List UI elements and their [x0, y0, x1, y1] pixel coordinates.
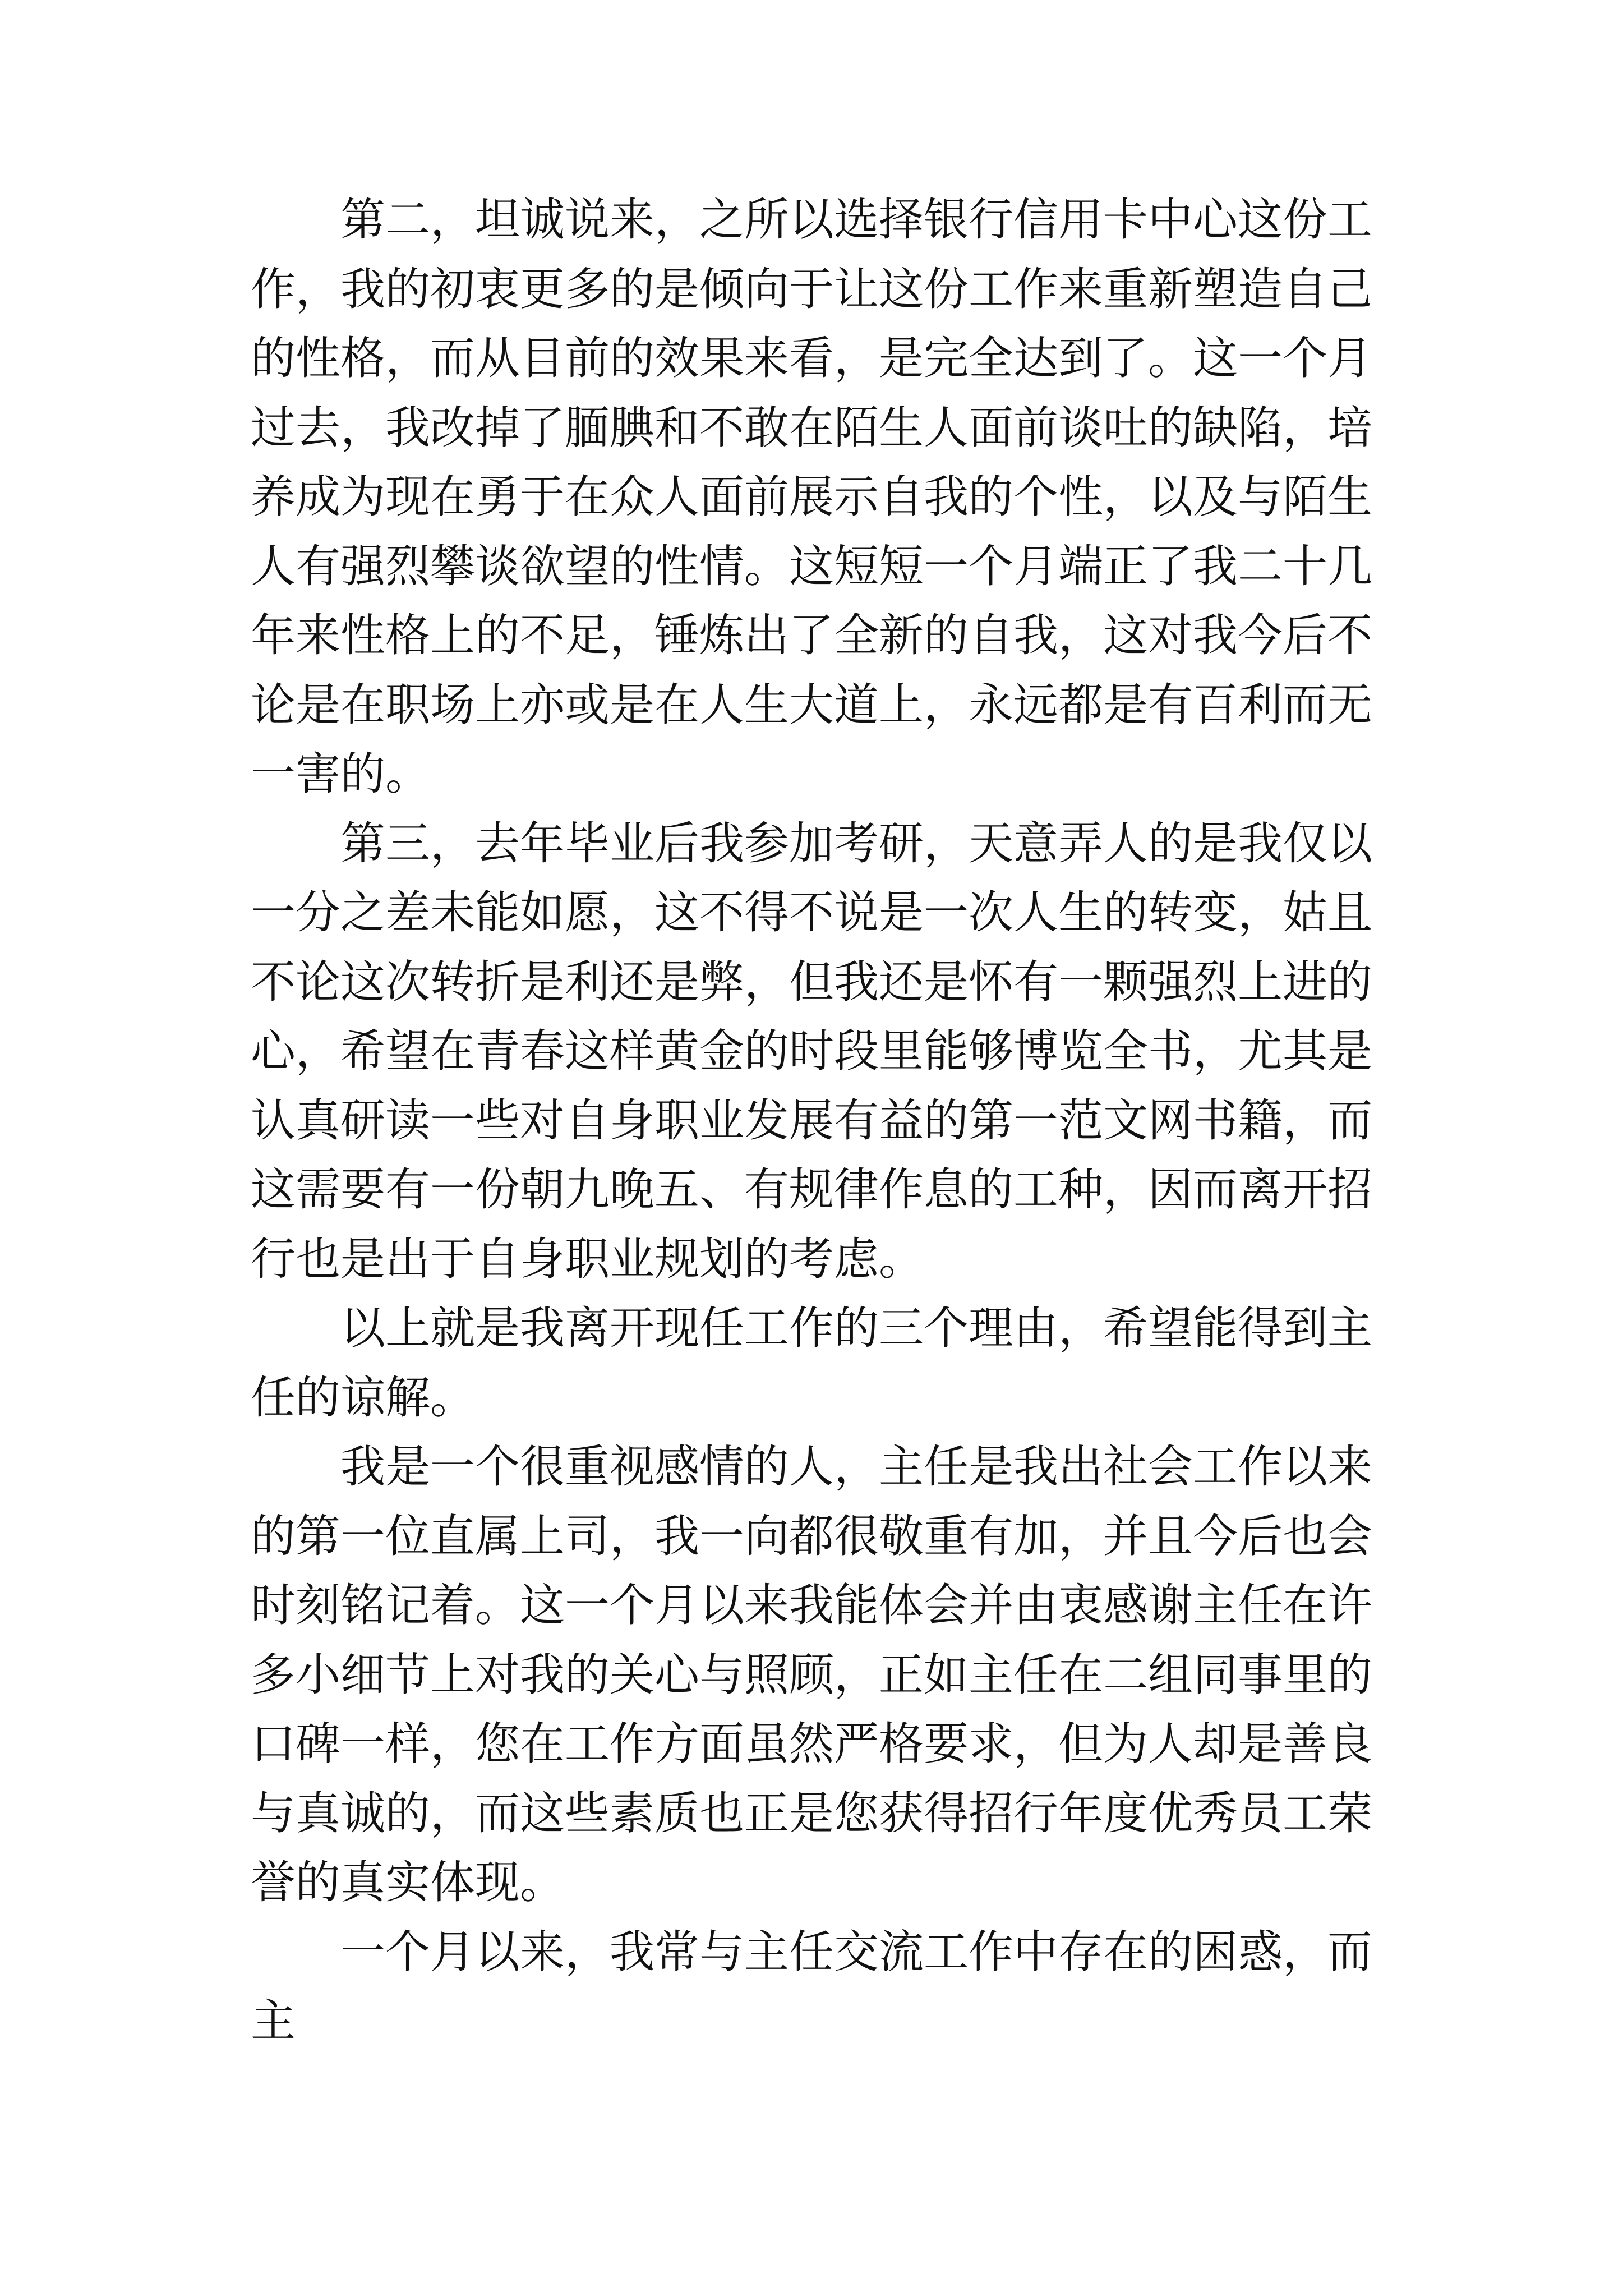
document-body	[251, 185, 1372, 2056]
paragraph-third-reason: 第三，去年毕业后我参加考研，天意弄人的是我仅以一分之差未能如愿，这不得不说是一次人生的转变，姑且不论这次转折是利还是弊，但我还是怀有一颗强烈上进的心，希望在青春这样黄金的时段里能够博览全书，尤其是认真研读一些对自身职业发展有益的第一范文网书籍，而这需要有一份朝九晚五、有规律作息的工种，因而离开招行也是出于自身职业规划的考虑。	[251, 817, 1372, 1285]
paragraph-summary: 以上就是我离开现任工作的三个理由，希望能得到主任的谅解。	[251, 1302, 1372, 1424]
paragraph-second-reason: 第二，坦诚说来，之所以选择银行信用卡中心这份工作，我的初衷更多的是倾向于让这份工作来重新塑造自己的性格，而从目前的效果来看，是完全达到了。这一个月过去，我改掉了腼腆和不敢在陌生人面前谈吐的缺陷，培养成为现在勇于在众人面前展示自我的个性，以及与陌生人有强烈攀谈欲望的性情。这短短一个月端正了我二十几年来性格上的不足，锤炼出了全新的自我，这对我今后不论是在职场上亦或是在人生大道上，永远都是有百利而无一害的。	[251, 194, 1372, 800]
paragraph-continuation: 一个月以来，我常与主任交流工作中存在的困惑，而主	[251, 1925, 1372, 2047]
paragraph-gratitude: 我是一个很重视感情的人，主任是我出社会工作以来的第一位直属上司，我一向都很敬重有加，并且今后也会时刻铭记着。这一个月以来我能体会并由衷感谢主任在许多小细节上对我的关心与照顾，正如主任在二组同事里的口碑一样，您在工作方面虽然严格要求，但为人却是善良与真诚的，而这些素质也正是您获得招行年度优秀员工荣誉的真实体现。	[251, 1441, 1372, 1908]
